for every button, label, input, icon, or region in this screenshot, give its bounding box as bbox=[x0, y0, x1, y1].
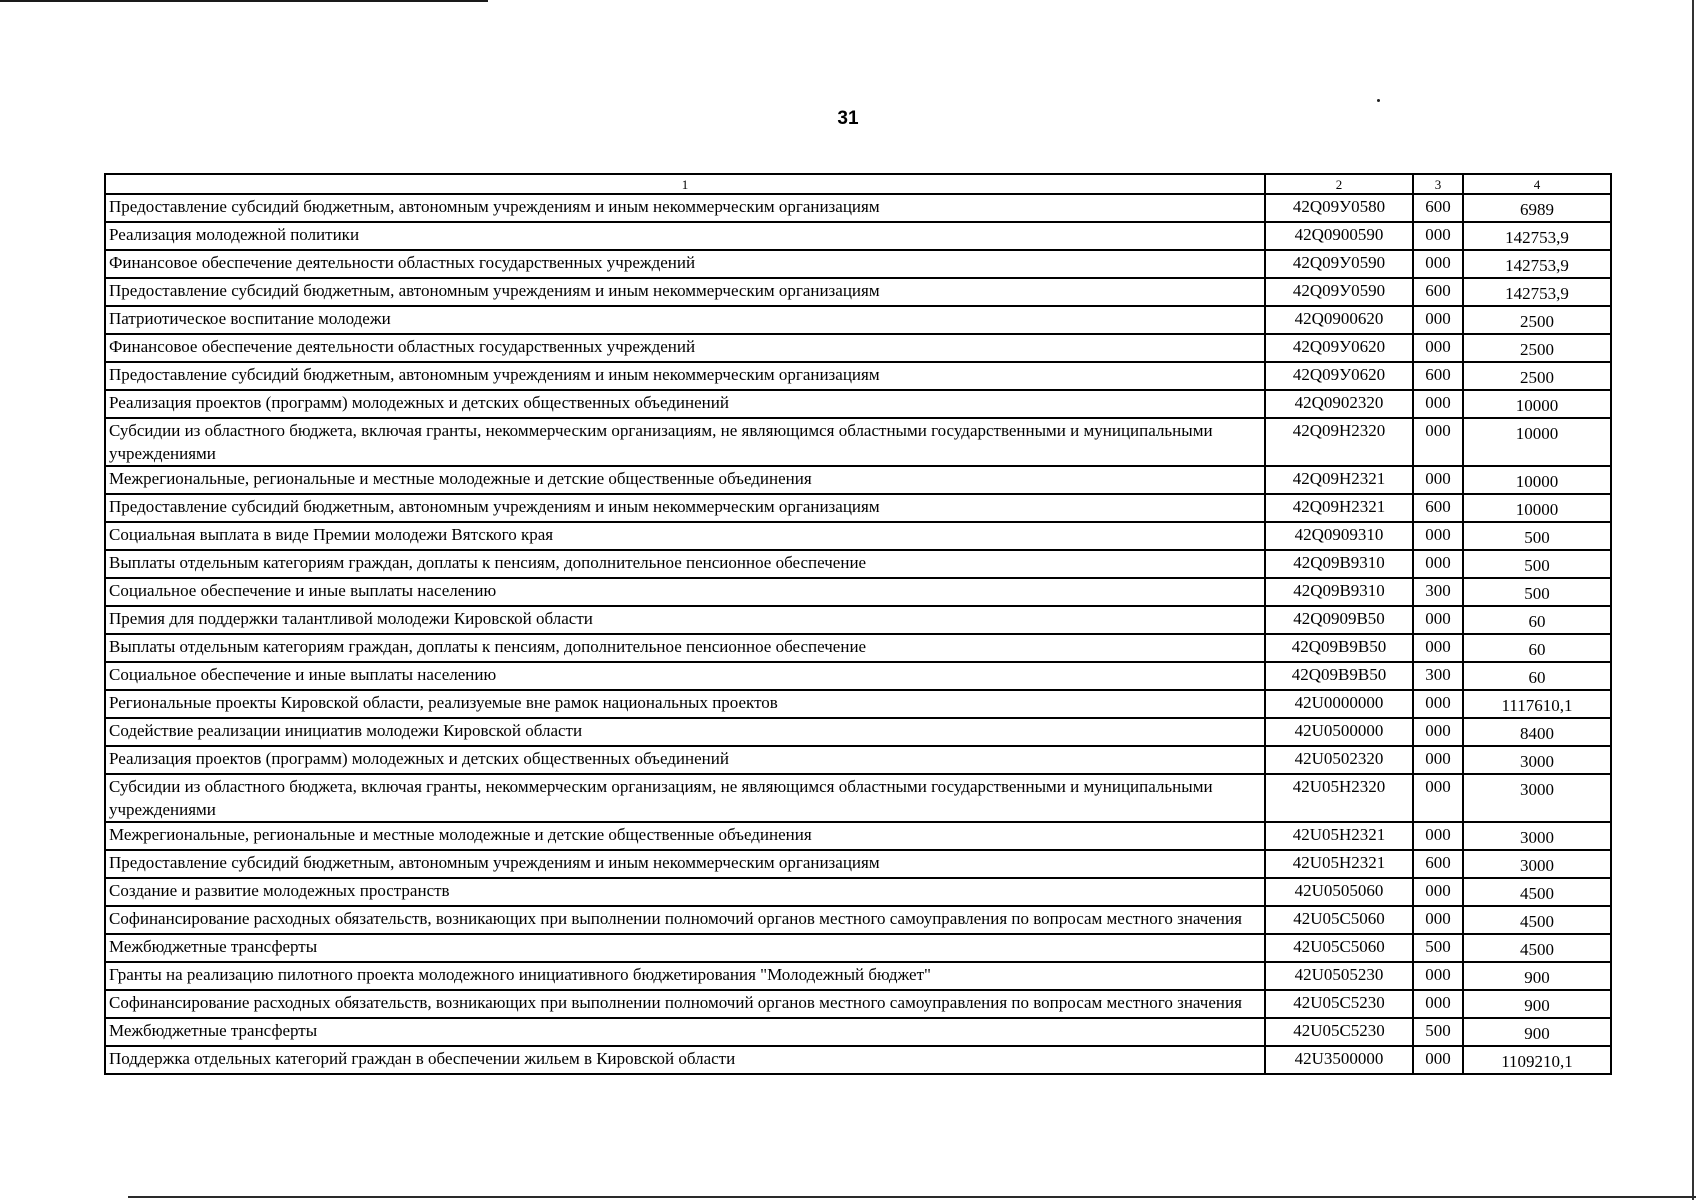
row-expense-type-cell: 300 bbox=[1413, 662, 1463, 690]
row-amount-cell: 1117610,1 bbox=[1463, 690, 1611, 718]
row-code-cell: 42Q0909310 bbox=[1265, 522, 1413, 550]
row-amount-cell: 142753,9 bbox=[1463, 222, 1611, 250]
row-code-cell: 42Q09Н2321 bbox=[1265, 466, 1413, 494]
row-expense-type-cell: 600 bbox=[1413, 278, 1463, 306]
table-row bbox=[105, 578, 1611, 606]
row-name-cell: Поддержка отдельных категорий граждан в обеспечении жильем в Кировской области bbox=[105, 1046, 1265, 1074]
row-amount-cell: 900 bbox=[1463, 962, 1611, 990]
row-code-cell: 42U0502320 bbox=[1265, 746, 1413, 774]
row-name-cell: Предоставление субсидий бюджетным, автономным учреждениям и иным некоммерческим организациям bbox=[105, 362, 1265, 390]
row-amount-cell: 6989 bbox=[1463, 194, 1611, 222]
scan-edge-bottom bbox=[128, 1196, 1696, 1198]
row-name-cell: Выплаты отдельным категориям граждан, доплаты к пенсиям, дополнительное пенсионное обеспечение bbox=[105, 634, 1265, 662]
table-row bbox=[105, 990, 1611, 1018]
row-amount-cell: 3000 bbox=[1463, 850, 1611, 878]
row-expense-type-cell: 000 bbox=[1413, 690, 1463, 718]
row-code-cell: 42U0000000 bbox=[1265, 690, 1413, 718]
row-amount-cell: 10000 bbox=[1463, 494, 1611, 522]
row-code-cell: 42Q09В9310 bbox=[1265, 578, 1413, 606]
row-code-cell: 42Q09В9В50 bbox=[1265, 634, 1413, 662]
table-row bbox=[105, 934, 1611, 962]
row-code-cell: 42U05С5230 bbox=[1265, 1018, 1413, 1046]
row-amount-cell: 500 bbox=[1463, 578, 1611, 606]
row-expense-type-cell: 000 bbox=[1413, 774, 1463, 822]
row-expense-type-cell: 000 bbox=[1413, 878, 1463, 906]
row-amount-cell: 3000 bbox=[1463, 774, 1611, 822]
row-name-cell: Софинансирование расходных обязательств, возникающих при выполнении полномочий органов местного самоуправления по вопросам местного значения bbox=[105, 906, 1265, 934]
table-row bbox=[105, 522, 1611, 550]
table-row bbox=[105, 194, 1611, 222]
table-row bbox=[105, 418, 1611, 466]
row-expense-type-cell: 000 bbox=[1413, 522, 1463, 550]
row-name-cell: Предоставление субсидий бюджетным, автономным учреждениям и иным некоммерческим организациям bbox=[105, 494, 1265, 522]
row-name-cell: Премия для поддержки талантливой молодежи Кировской области bbox=[105, 606, 1265, 634]
row-expense-type-cell: 600 bbox=[1413, 194, 1463, 222]
table-row bbox=[105, 222, 1611, 250]
table-row bbox=[105, 334, 1611, 362]
row-code-cell: 42U0505060 bbox=[1265, 878, 1413, 906]
row-amount-cell: 900 bbox=[1463, 1018, 1611, 1046]
row-code-cell: 42Q0900590 bbox=[1265, 222, 1413, 250]
table-row bbox=[105, 690, 1611, 718]
row-amount-cell: 8400 bbox=[1463, 718, 1611, 746]
scan-edge-top bbox=[0, 0, 488, 2]
row-name-cell: Межбюджетные трансферты bbox=[105, 1018, 1265, 1046]
row-amount-cell: 3000 bbox=[1463, 746, 1611, 774]
row-name-cell: Межрегиональные, региональные и местные молодежные и детские общественные объединения bbox=[105, 466, 1265, 494]
table-row bbox=[105, 906, 1611, 934]
row-name-cell: Предоставление субсидий бюджетным, автономным учреждениям и иным некоммерческим организациям bbox=[105, 194, 1265, 222]
row-name-cell: Гранты на реализацию пилотного проекта молодежного инициативного бюджетирования "Молодежный бюджет" bbox=[105, 962, 1265, 990]
table-row bbox=[105, 606, 1611, 634]
row-amount-cell: 1109210,1 bbox=[1463, 1046, 1611, 1074]
row-code-cell: 42U05С5060 bbox=[1265, 906, 1413, 934]
row-expense-type-cell: 300 bbox=[1413, 578, 1463, 606]
row-name-cell: Социальное обеспечение и иные выплаты населению bbox=[105, 662, 1265, 690]
row-name-cell: Предоставление субсидий бюджетным, автономным учреждениям и иным некоммерческим организациям bbox=[105, 278, 1265, 306]
column-header-1: 1 bbox=[105, 174, 1265, 194]
page-number: 31 bbox=[837, 108, 859, 129]
row-code-cell: 42U0505230 bbox=[1265, 962, 1413, 990]
row-code-cell: 42U05С5060 bbox=[1265, 934, 1413, 962]
table-row bbox=[105, 494, 1611, 522]
row-amount-cell: 60 bbox=[1463, 662, 1611, 690]
table-row bbox=[105, 878, 1611, 906]
row-name-cell: Социальная выплата в виде Премии молодежи Вятского края bbox=[105, 522, 1265, 550]
row-name-cell: Региональные проекты Кировской области, реализуемые вне рамок национальных проектов bbox=[105, 690, 1265, 718]
row-amount-cell: 142753,9 bbox=[1463, 278, 1611, 306]
row-name-cell: Реализация молодежной политики bbox=[105, 222, 1265, 250]
row-amount-cell: 4500 bbox=[1463, 906, 1611, 934]
row-code-cell: 42Q09У0590 bbox=[1265, 278, 1413, 306]
row-expense-type-cell: 000 bbox=[1413, 222, 1463, 250]
row-name-cell: Содействие реализации инициатив молодежи Кировской области bbox=[105, 718, 1265, 746]
row-expense-type-cell: 000 bbox=[1413, 550, 1463, 578]
row-expense-type-cell: 000 bbox=[1413, 822, 1463, 850]
row-amount-cell: 10000 bbox=[1463, 390, 1611, 418]
row-code-cell: 42Q09Н2320 bbox=[1265, 418, 1413, 466]
table-body bbox=[105, 194, 1611, 1074]
row-code-cell: 42Q0909В50 bbox=[1265, 606, 1413, 634]
table-row bbox=[105, 634, 1611, 662]
row-code-cell: 42Q0902320 bbox=[1265, 390, 1413, 418]
row-name-cell: Реализация проектов (программ) молодежных и детских общественных объединений bbox=[105, 390, 1265, 418]
row-code-cell: 42U05Н2321 bbox=[1265, 822, 1413, 850]
row-name-cell: Субсидии из областного бюджета, включая гранты, некоммерческим организациям, не являющимся областными государственными и муниципальными учреждениями bbox=[105, 418, 1265, 466]
row-amount-cell: 10000 bbox=[1463, 466, 1611, 494]
row-expense-type-cell: 500 bbox=[1413, 934, 1463, 962]
row-name-cell: Создание и развитие молодежных пространств bbox=[105, 878, 1265, 906]
row-amount-cell: 60 bbox=[1463, 634, 1611, 662]
table-row bbox=[105, 1046, 1611, 1074]
scan-edge-right bbox=[1692, 0, 1694, 1200]
row-amount-cell: 900 bbox=[1463, 990, 1611, 1018]
row-expense-type-cell: 600 bbox=[1413, 494, 1463, 522]
row-expense-type-cell: 000 bbox=[1413, 250, 1463, 278]
row-expense-type-cell: 000 bbox=[1413, 906, 1463, 934]
row-amount-cell: 10000 bbox=[1463, 418, 1611, 466]
row-expense-type-cell: 000 bbox=[1413, 606, 1463, 634]
row-code-cell: 42Q09У0580 bbox=[1265, 194, 1413, 222]
column-header-4: 4 bbox=[1463, 174, 1611, 194]
row-expense-type-cell: 000 bbox=[1413, 746, 1463, 774]
row-name-cell: Патриотическое воспитание молодежи bbox=[105, 306, 1265, 334]
row-expense-type-cell: 000 bbox=[1413, 466, 1463, 494]
table-row bbox=[105, 306, 1611, 334]
row-code-cell: 42U3500000 bbox=[1265, 1046, 1413, 1074]
row-name-cell: Финансовое обеспечение деятельности областных государственных учреждений bbox=[105, 250, 1265, 278]
row-code-cell: 42Q09В9В50 bbox=[1265, 662, 1413, 690]
table-row bbox=[105, 718, 1611, 746]
row-amount-cell: 3000 bbox=[1463, 822, 1611, 850]
row-expense-type-cell: 000 bbox=[1413, 418, 1463, 466]
table-row bbox=[105, 850, 1611, 878]
table-row bbox=[105, 390, 1611, 418]
table-row bbox=[105, 822, 1611, 850]
row-code-cell: 42Q09У0620 bbox=[1265, 334, 1413, 362]
table-row bbox=[105, 362, 1611, 390]
row-code-cell: 42U05С5230 bbox=[1265, 990, 1413, 1018]
row-name-cell: Софинансирование расходных обязательств, возникающих при выполнении полномочий органов местного самоуправления по вопросам местного значения bbox=[105, 990, 1265, 1018]
row-name-cell: Социальное обеспечение и иные выплаты населению bbox=[105, 578, 1265, 606]
row-expense-type-cell: 500 bbox=[1413, 1018, 1463, 1046]
table-row bbox=[105, 466, 1611, 494]
table-row bbox=[105, 962, 1611, 990]
row-expense-type-cell: 000 bbox=[1413, 334, 1463, 362]
table-row bbox=[105, 662, 1611, 690]
row-name-cell: Межрегиональные, региональные и местные молодежные и детские общественные объединения bbox=[105, 822, 1265, 850]
header-row bbox=[105, 174, 1611, 194]
budget-table bbox=[104, 173, 1612, 1075]
row-amount-cell: 4500 bbox=[1463, 934, 1611, 962]
row-expense-type-cell: 000 bbox=[1413, 634, 1463, 662]
row-amount-cell: 142753,9 bbox=[1463, 250, 1611, 278]
row-expense-type-cell: 600 bbox=[1413, 850, 1463, 878]
row-code-cell: 42U05Н2321 bbox=[1265, 850, 1413, 878]
row-name-cell: Реализация проектов (программ) молодежных и детских общественных объединений bbox=[105, 746, 1265, 774]
row-amount-cell: 500 bbox=[1463, 550, 1611, 578]
table-row bbox=[105, 278, 1611, 306]
row-expense-type-cell: 600 bbox=[1413, 362, 1463, 390]
row-name-cell: Межбюджетные трансферты bbox=[105, 934, 1265, 962]
scan-speck bbox=[1377, 99, 1380, 102]
row-expense-type-cell: 000 bbox=[1413, 1046, 1463, 1074]
table-row bbox=[105, 746, 1611, 774]
row-amount-cell: 60 bbox=[1463, 606, 1611, 634]
column-header-2: 2 bbox=[1265, 174, 1413, 194]
row-expense-type-cell: 000 bbox=[1413, 718, 1463, 746]
row-code-cell: 42U05Н2320 bbox=[1265, 774, 1413, 822]
table-row bbox=[105, 250, 1611, 278]
row-amount-cell: 2500 bbox=[1463, 362, 1611, 390]
table-row bbox=[105, 774, 1611, 822]
row-code-cell: 42Q09У0590 bbox=[1265, 250, 1413, 278]
row-amount-cell: 2500 bbox=[1463, 334, 1611, 362]
row-code-cell: 42Q0900620 bbox=[1265, 306, 1413, 334]
row-name-cell: Предоставление субсидий бюджетным, автономным учреждениям и иным некоммерческим организациям bbox=[105, 850, 1265, 878]
row-expense-type-cell: 000 bbox=[1413, 990, 1463, 1018]
table-row bbox=[105, 550, 1611, 578]
row-name-cell: Выплаты отдельным категориям граждан, доплаты к пенсиям, дополнительное пенсионное обеспечение bbox=[105, 550, 1265, 578]
row-amount-cell: 2500 bbox=[1463, 306, 1611, 334]
row-code-cell: 42U0500000 bbox=[1265, 718, 1413, 746]
row-code-cell: 42Q09Н2321 bbox=[1265, 494, 1413, 522]
row-expense-type-cell: 000 bbox=[1413, 306, 1463, 334]
row-name-cell: Финансовое обеспечение деятельности областных государственных учреждений bbox=[105, 334, 1265, 362]
table-row bbox=[105, 1018, 1611, 1046]
row-expense-type-cell: 000 bbox=[1413, 390, 1463, 418]
row-code-cell: 42Q09У0620 bbox=[1265, 362, 1413, 390]
row-name-cell: Субсидии из областного бюджета, включая гранты, некоммерческим организациям, не являющимся областными государственными и муниципальными учреждениями bbox=[105, 774, 1265, 822]
row-expense-type-cell: 000 bbox=[1413, 962, 1463, 990]
row-code-cell: 42Q09В9310 bbox=[1265, 550, 1413, 578]
row-amount-cell: 4500 bbox=[1463, 878, 1611, 906]
column-header-3: 3 bbox=[1413, 174, 1463, 194]
row-amount-cell: 500 bbox=[1463, 522, 1611, 550]
